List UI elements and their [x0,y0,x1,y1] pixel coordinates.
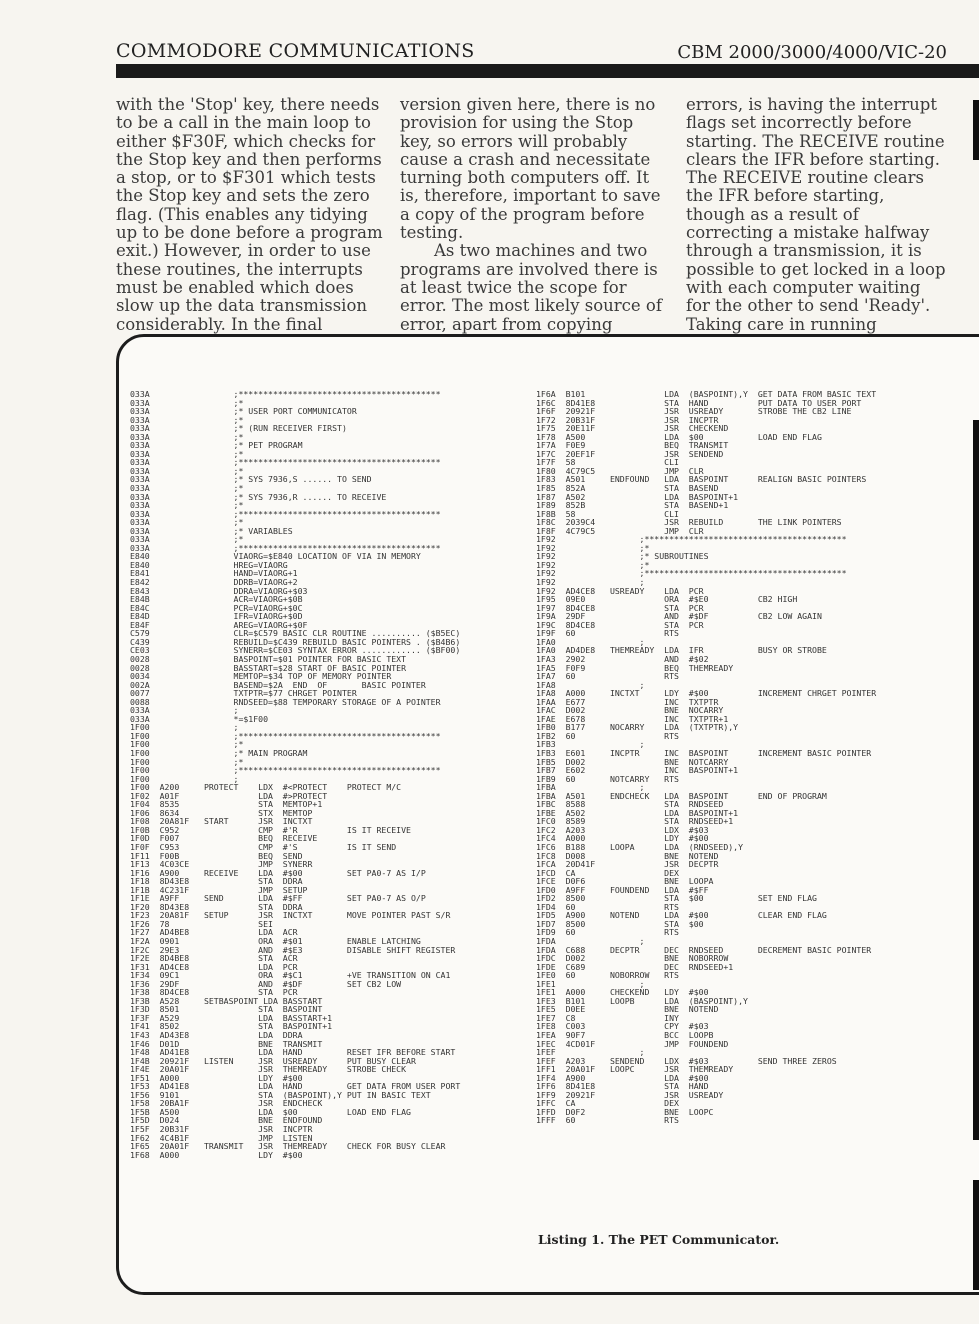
header-rule [116,64,979,78]
article-paragraph: errors, is having the interrupt flags set incorrectly before starting. The RECEIVE routine clears the IFR before starting. The RECEIVE routine clears the IFR before starting, though as a result of correcting a mistake halfway through a transmission, it is possible to get locked in a loop with each computer waiting for the other to send 'Ready'. Taking care in running [686,95,946,334]
article-column-3 [686,96,948,370]
running-header-title: COMMODORE COMMUNICATIONS [116,40,475,62]
running-header-models: CBM 2000/3000/4000/VIC-20 [677,42,947,63]
article-column-1 [116,96,386,334]
page-edge-mark [973,100,979,160]
article-paragraph: As two machines and two programs are involved there is at least twice the scope for error. The most likely source of error, apart from copying [400,241,662,334]
article-paragraph: version given here, there is no provision for using the Stop key, so errors will probably cause a crash and necessitate turning both computers off. It is, therefore, important to save a copy of the program before testing. [400,95,661,243]
listing-caption: Listing 1. The PET Communicator. [538,1232,780,1247]
article-column-2 [400,96,662,334]
page-edge-mark [973,420,979,1140]
listing-code-left: 033A ;***************************************** 033A ;* 033A ;* USER PORT COMMUNICATOR 033A ;* 033A ;* (RUN RECEIVER FIRST) 033A ;* 033A ;* PET PROGRAM 033A ;* 033A ;***************************************** 033A ;* 033A ;* SYS 7936,S ...... TO SEND 033A ;* 033A ;* SYS 7936,R ...... TO RECEIVE 033A ;* 033A ;***************************************** 033A ;* 033A ;* VARIABLES 033A ;* 033A ;***************************************** E840 VIAORG=$E840 LOCATION OF VIA IN MEMORY E840 HREG=VIAORG E841 HAND=VIAORG+1 E842 DDRB=VIAORG+2 E843 DDRA=VIAORG+$03 E84B ACR=VIAORG+$0B E84C PCR=VIAORG+$0C E84D IFR=VIAORG+$0D E84F AREG=VIAORG+$0F C579 CLR=$C579 BASIC CLR ROUTINE .......... ($B5EC) C439 REBUILD=$C439 REBUILD BASIC POINTERS . ($B4B6) CE03 SYNERR=$CE03 SYNTAX ERROR ............ ($BF00) 0028 BASPOINT=$01 POINTER FOR BASIC TEXT 0028 BASSTART=$28 START OF BASIC POINTER 0034 MEMTOP=$34 TOP OF MEMORY POINTER 002A BASEND=$2A END OF BASIC POINTER 0077 TXTPTR=$77 CHRGET POINTER 0088 RNDSEED=$88 TEMPORARY STORAGE OF A POINTER 033A ; 033A *=$1F00 1F00 ; 1F00 ;***************************************** 1F00 ;* 1F00 ;* MAIN PROGRAM 1F00 ;* 1F00 ;***************************************** 1F00 ; 1F00 A200 PROTECT LDX #<PROTECT PROTECT M/C 1F02 A01F LDA #>PROTECT 1F04 8535 STA MEMTOP+1 1F06 8634 STX MEMTOP 1F08 20A81F START JSR INCTXT 1F0B C952 CMP #'R IS IT RECEIVE 1F0D F007 BEQ RECEIVE 1F0F C953 CMP #'S IS IT SEND 1F11 F00B BEQ SEND 1F13 4C03CE JMP SYNERR 1F16 A900 RECEIVE LDA #$00 SET PA0-7 AS I/P 1F18 8D43E8 STA DDRA 1F1B 4C231F JMP SETUP 1F1E A9FF SEND LDA #$FF SET PA0-7 AS O/P 1F20 8D43E8 STA DDRA 1F23 20A81F SETUP JSR INCTXT MOVE POINTER PAST S/R 1F26 78 SEI 1F27 AD4BE8 LDA ACR 1F2A 0901 ORA #$01 ENABLE LATCHING 1F2C 29E3 AND #$E3 DISABLE SHIFT REGISTER 1F2E 8D4BE8 STA ACR 1F31 AD4CE8 LDA PCR 1F34 09C1 ORA #$C1 +VE TRANSITION ON CA1 1F36 29DF AND #$DF SET CB2 LOW 1F38 8D4CE8 STA PCR 1F3B A528 SETBASPOINT LDA BASSTART 1F3D 8501 STA BASPOINT 1F3F A529 LDA BASSTART+1 1F41 8502 STA BASPOINT+1 1F43 AD43E8 LDA DDRA 1F46 D01D BNE TRANSMIT 1F48 AD41E8 LDA HAND RESET IFR BEFORE START 1F4B 20921F LISTEN JSR USREADY PUT BUSY CLEAR 1F4E 20A01F JSR THEMREADY STROBE CHECK 1F51 A000 LDY #$00 1F53 AD41E8 LDA HAND GET DATA FROM USER PORT 1F56 9101 STA (BASPOINT),Y PUT IN BASIC TEXT 1F58 20BA1F JSR ENDCHECK 1F5B A500 LDA $00 LOAD END FLAG 1F5D D024 BNE ENDFOUND 1F5F 20B31F JSR INCPTR 1F62 4C4B1F JMP LISTEN 1F65 20A01F TRANSMIT JSR THEMREADY CHECK FOR BUSY CLEAR 1F68 A000 LDY #$00 [130,389,461,1160]
listing-code-right: 1F6A B101 LDA (BASPOINT),Y GET DATA FROM BASIC TEXT 1F6C 8D41E8 STA HAND PUT DATA TO USER PORT 1F6F 20921F JSR USREADY STROBE THE CB2 LINE 1F72 20B31F JSR INCPTR 1F75 20E11F JSR CHECKEND 1F78 A500 LDA $00 LOAD END FLAG 1F7A F0E9 BEQ TRANSMIT 1F7C 20EF1F JSR SENDEND 1F7F 58 CLI 1F80 4C79C5 JMP CLR 1F83 A501 ENDFOUND LDA BASPOINT REALIGN BASIC POINTERS 1F85 852A STA BASEND 1F87 A502 LDA BASPOINT+1 1F89 852B STA BASEND+1 1F8B 58 CLI 1F8C 2039C4 JSR REBUILD THE LINK POINTERS 1F8F 4C79C5 JMP CLR 1F92 ;***************************************** 1F92 ;* 1F92 ;* SUBROUTINES 1F92 ;* 1F92 ;***************************************** 1F92 ; 1F92 AD4CE8 USREADY LDA PCR 1F95 09E0 ORA #$E0 CB2 HIGH 1F97 8D4CE8 STA PCR 1F9A 29DF AND #$DF CB2 LOW AGAIN 1F9C 8D4CE8 STA PCR 1F9F 60 RTS 1FA0 ; 1FA0 AD4DE8 THEMREADY LDA IFR BUSY OR STROBE 1FA3 2902 AND #$02 1FA5 F0F9 BEQ THEMREADY 1FA7 60 RTS 1FA8 ; 1FA8 A000 INCTXT LDY #$00 INCREMENT CHRGET POINTER 1FAA E677 INC TXTPTR 1FAC D002 BNE NOCARRY 1FAE E678 INC TXTPTR+1 1FB0 B177 NOCARRY LDA (TXTPTR),Y 1FB2 60 RTS 1FB3 ; 1FB3 E601 INCPTR INC BASPOINT INCREMENT BASIC POINTER 1FB5 D002 BNE NOTCARRY 1FB7 E602 INC BASPOINT+1 1FB9 60 NOTCARRY RTS 1FBA ; 1FBA A501 ENDCHECK LDA BASPOINT END OF PROGRAM 1FBC 8588 STA RNDSEED 1FBE A502 LDA BASPOINT+1 1FC0 8589 STA RNDSEED+1 1FC2 A203 LDX #$03 1FC4 A000 LDY #$00 1FC6 B188 LOOPA LDA (RNDSEED),Y 1FC8 D008 BNE NOTEND 1FCA 20D41F JSR DECPTR 1FCD CA DEX 1FCE D0F6 BNE LOOPA 1FD0 A9FF FOUNDEND LDA #$FF 1FD2 8500 STA $00 SET END FLAG 1FD4 60 RTS 1FD5 A900 NOTEND LDA #$00 CLEAR END FLAG 1FD7 8500 STA $00 1FD9 60 RTS 1FDA ; 1FDA C688 DECPTR DEC RNDSEED DECREMENT BASIC POINTER 1FDC D002 BNE NOBORROW 1FDE C689 DEC RNDSEED+1 1FE0 60 NOBORROW RTS 1FE1 ; 1FE1 A000 CHECKEND LDY #$00 1FE3 B101 LOOPB LDA (BASPOINT),Y 1FE5 D0EE BNE NOTEND 1FE7 C8 INY 1FE8 C003 CPY #$03 1FEA 90F7 BCC LOOPB 1FEC 4CD01F JMP FOUNDEND 1FEF ; 1FEF A203 SENDEND LDX #$03 SEND THREE ZEROS 1FF1 20A01F LOOPC JSR THEMREADY 1FF4 A900 LDA #$00 1FF6 8D41E8 STA HAND 1FF9 20921F JSR USREADY 1FFC CA DEX 1FFD D0F2 BNE LOOPC 1FFF 60 RTS [536,389,877,1126]
page-edge-mark [973,1180,979,1290]
article-paragraph: with the 'Stop' key, there needs to be a call in the main loop to either $F30F, which checks for the Stop key and then performs a stop, or to $F301 which tests the Stop key and sets the zero flag. (This enables any tidying up to be done before a program exit.) However, in order to use these routines, the interrupts must be enabled which does slow up the data transmission considerably. In the final [116,95,383,334]
